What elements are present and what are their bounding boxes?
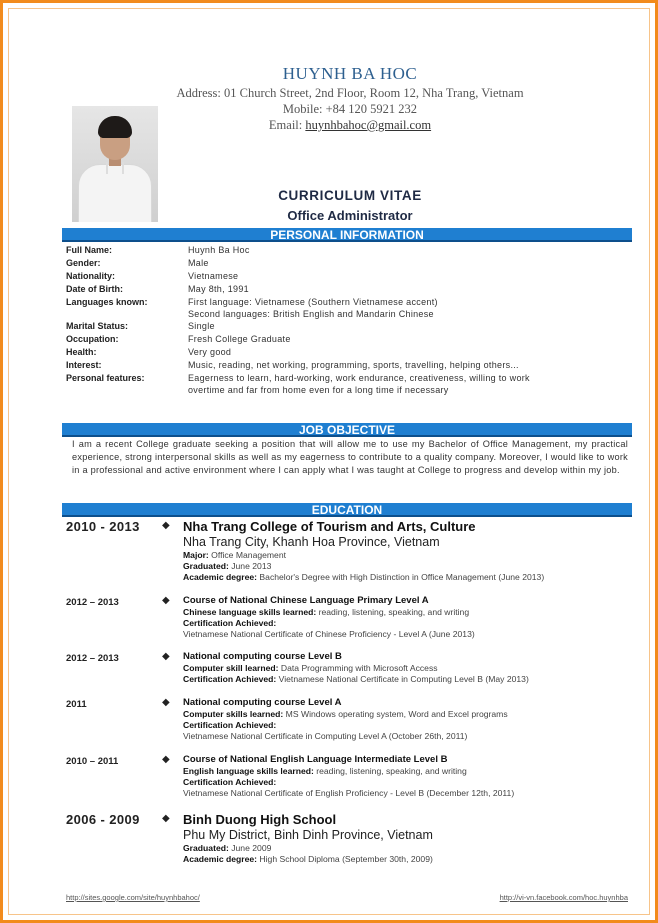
email-link[interactable]: huynhbahoc@gmail.com — [305, 118, 432, 132]
personal-info-value-line: First language: Vietnamese (Southern Vietnamese accent) — [188, 297, 438, 307]
personal-info-value-line: Single — [188, 321, 215, 331]
education-detail-line — [183, 618, 633, 629]
section-education: EDUCATION — [62, 503, 632, 517]
education-detail-text: Bachelor's Degree with High Distinction in Office Management (June 2013) — [257, 572, 545, 582]
personal-info-row — [66, 333, 632, 346]
personal-info-value-line: Eagerness to learn, hard-working, work endurance, creativeness, willing to work — [188, 373, 530, 383]
education-detail-label: Graduated: — [183, 561, 229, 571]
personal-info-value — [188, 244, 632, 257]
personal-info-value-line: Male — [188, 258, 209, 268]
footer-link-left[interactable]: http://sites.google.com/site/huynhbahoc/ — [66, 893, 200, 902]
email-line — [130, 118, 570, 133]
education-details — [183, 812, 633, 865]
personal-info-value — [188, 257, 632, 270]
personal-info-value-line: overtime and far from home even for a long time if necessary — [188, 385, 449, 395]
personal-info-value-line: Very good — [188, 347, 232, 357]
education-detail-line — [183, 731, 633, 742]
education-detail-line — [183, 607, 633, 618]
education-detail-line — [183, 777, 633, 788]
personal-info-key: Gender: — [66, 258, 101, 268]
personal-info-value — [188, 346, 632, 359]
education-title: National computing course Level B — [183, 651, 342, 662]
education-detail-text: Vietnamese National Certificate in Computing Level B (May 2013) — [276, 674, 529, 684]
education-details — [183, 697, 633, 742]
address: Address: 01 Church Street, 2nd Floor, Room 12, Nha Trang, Vietnam — [176, 86, 524, 100]
education-detail-label: English language skills learned: — [183, 766, 314, 776]
education-detail-text: June 2009 — [228, 843, 272, 853]
education-detail-text: Data Programming with Microsoft Access — [278, 663, 438, 673]
education-title: Binh Duong High School — [183, 812, 337, 827]
objective-text: I am a recent College graduate seeking a position that will allow me to use my Bachelor of Office Management, my practical experience, strong interpersonal skills as well as my eagerness to contribute to a quality company. Moreover, I would like to work in a professional and active environment where I can apply what I was taught at College to progress and develop within my job. — [72, 439, 628, 475]
personal-info-key: Occupation: — [66, 334, 119, 344]
education-detail-text: MS Windows operating system, Word and Excel programs — [283, 709, 508, 719]
personal-info-value-line: Second languages: British English and Mandarin Chinese — [188, 309, 434, 319]
education-title: Course of National English Language Intermediate Level B — [183, 754, 448, 765]
education-detail-label: Computer skills learned: — [183, 709, 284, 719]
mobile: Mobile: +84 120 5921 232 — [282, 102, 418, 116]
personal-info-key: Date of Birth: — [66, 284, 123, 294]
education-detail-label: Certification Achieved: — [183, 674, 277, 684]
education-title: Nha Trang College of Tourism and Arts, Culture — [183, 519, 476, 534]
education-location: Phu My District, Binh Dinh Province, Vietnam — [183, 828, 433, 842]
section-personal-information: PERSONAL INFORMATION — [62, 228, 632, 242]
personal-info-key: Full Name: — [66, 245, 113, 255]
education-years: 2012 – 2013 — [66, 653, 119, 664]
education-detail-text: Office Management — [208, 550, 287, 560]
personal-info-value — [188, 359, 632, 372]
diamond-bullet-icon: ◆ — [162, 595, 170, 606]
education-detail-label: Certification Achieved: — [183, 777, 277, 787]
education-detail-label: Certification Achieved: — [183, 720, 277, 730]
education-title: National computing course Level A — [183, 697, 342, 708]
education-detail-line — [183, 561, 633, 572]
education-detail-line — [183, 550, 633, 561]
personal-info-value — [188, 270, 632, 283]
candidate-name: HUYNH BA HOC — [282, 64, 418, 83]
personal-info-table — [66, 244, 632, 396]
document-title: CURRICULUM VITAE — [278, 188, 422, 203]
education-detail-line — [183, 629, 633, 640]
education-detail-line — [183, 788, 633, 799]
personal-info-row — [66, 372, 632, 396]
diamond-bullet-icon: ◆ — [162, 754, 170, 765]
diamond-bullet-icon: ◆ — [162, 520, 170, 531]
education-details — [183, 519, 633, 583]
education-detail-line — [183, 674, 633, 685]
education-detail-text: Vietnamese National Certificate of English Proficiency - Level B (December 12th, 2011) — [183, 788, 515, 798]
education-years: 2006 - 2009 — [66, 812, 140, 827]
education-years: 2010 – 2011 — [66, 756, 119, 767]
education-detail-text: Vietnamese National Certificate in Computing Level A (October 26th, 2011) — [183, 731, 468, 741]
personal-info-row — [66, 296, 632, 320]
education-detail-line — [183, 766, 633, 777]
email-label: Email: — [268, 118, 306, 132]
section-job-objective: JOB OBJECTIVE — [62, 423, 632, 437]
personal-info-value — [188, 372, 632, 396]
education-detail-line — [183, 843, 633, 854]
personal-info-key: Personal features: — [66, 373, 145, 383]
education-detail-label: Academic degree: — [183, 854, 258, 864]
education-detail-label: Chinese language skills learned: — [183, 607, 317, 617]
personal-info-row — [66, 359, 632, 372]
education-years: 2011 — [66, 699, 87, 710]
education-details — [183, 651, 633, 685]
personal-info-row — [66, 320, 632, 333]
education-detail-label: Major: — [183, 550, 209, 560]
education-years: 2010 - 2013 — [66, 519, 140, 534]
personal-info-value-line: Music, reading, net working, programming, sports, travelling, helping others... — [188, 360, 519, 370]
education-detail-label: Graduated: — [183, 843, 229, 853]
personal-info-value-line: Fresh College Graduate — [188, 334, 291, 344]
personal-info-key: Marital Status: — [66, 321, 129, 331]
personal-info-key: Interest: — [66, 360, 102, 370]
diamond-bullet-icon: ◆ — [162, 813, 170, 824]
education-detail-line — [183, 663, 633, 674]
personal-info-row — [66, 270, 632, 283]
education-years: 2012 – 2013 — [66, 597, 119, 608]
personal-info-key: Health: — [66, 347, 97, 357]
personal-info-value — [188, 296, 632, 320]
education-detail-line — [183, 572, 633, 583]
education-detail-line — [183, 720, 633, 731]
education-detail-label: Certification Achieved: — [183, 618, 277, 628]
education-detail-line — [183, 709, 633, 720]
diamond-bullet-icon: ◆ — [162, 697, 170, 708]
position-title: Office Administrator — [287, 208, 413, 223]
education-detail-text: reading, listening, speaking, and writing — [313, 766, 467, 776]
personal-info-key: Nationality: — [66, 271, 116, 281]
personal-info-row — [66, 283, 632, 296]
education-location: Nha Trang City, Khanh Hoa Province, Vietnam — [183, 535, 440, 549]
footer-link-right[interactable]: http://vi-vn.facebook.com/hoc.huynhba — [499, 893, 628, 902]
personal-info-value — [188, 320, 632, 333]
personal-info-key: Languages known: — [66, 297, 148, 307]
diamond-bullet-icon: ◆ — [162, 651, 170, 662]
education-detail-text: Vietnamese National Certificate of Chinese Proficiency - Level A (June 2013) — [183, 629, 475, 639]
personal-info-value-line: Vietnamese — [188, 271, 239, 281]
education-details — [183, 595, 633, 640]
education-detail-text: June 2013 — [228, 561, 272, 571]
personal-info-value — [188, 333, 632, 346]
personal-info-row — [66, 346, 632, 359]
personal-info-value-line: May 8th, 1991 — [188, 284, 249, 294]
education-detail-label: Academic degree: — [183, 572, 258, 582]
personal-info-row — [66, 244, 632, 257]
personal-info-value-line: Huynh Ba Hoc — [188, 245, 250, 255]
education-detail-text: reading, listening, speaking, and writing — [316, 607, 470, 617]
education-detail-text: High School Diploma (September 30th, 2009) — [257, 854, 433, 864]
education-detail-line — [183, 854, 633, 865]
personal-info-row — [66, 257, 632, 270]
education-details — [183, 754, 633, 799]
personal-info-value — [188, 283, 632, 296]
education-detail-label: Computer skill learned: — [183, 663, 279, 673]
education-title: Course of National Chinese Language Primary Level A — [183, 595, 429, 606]
